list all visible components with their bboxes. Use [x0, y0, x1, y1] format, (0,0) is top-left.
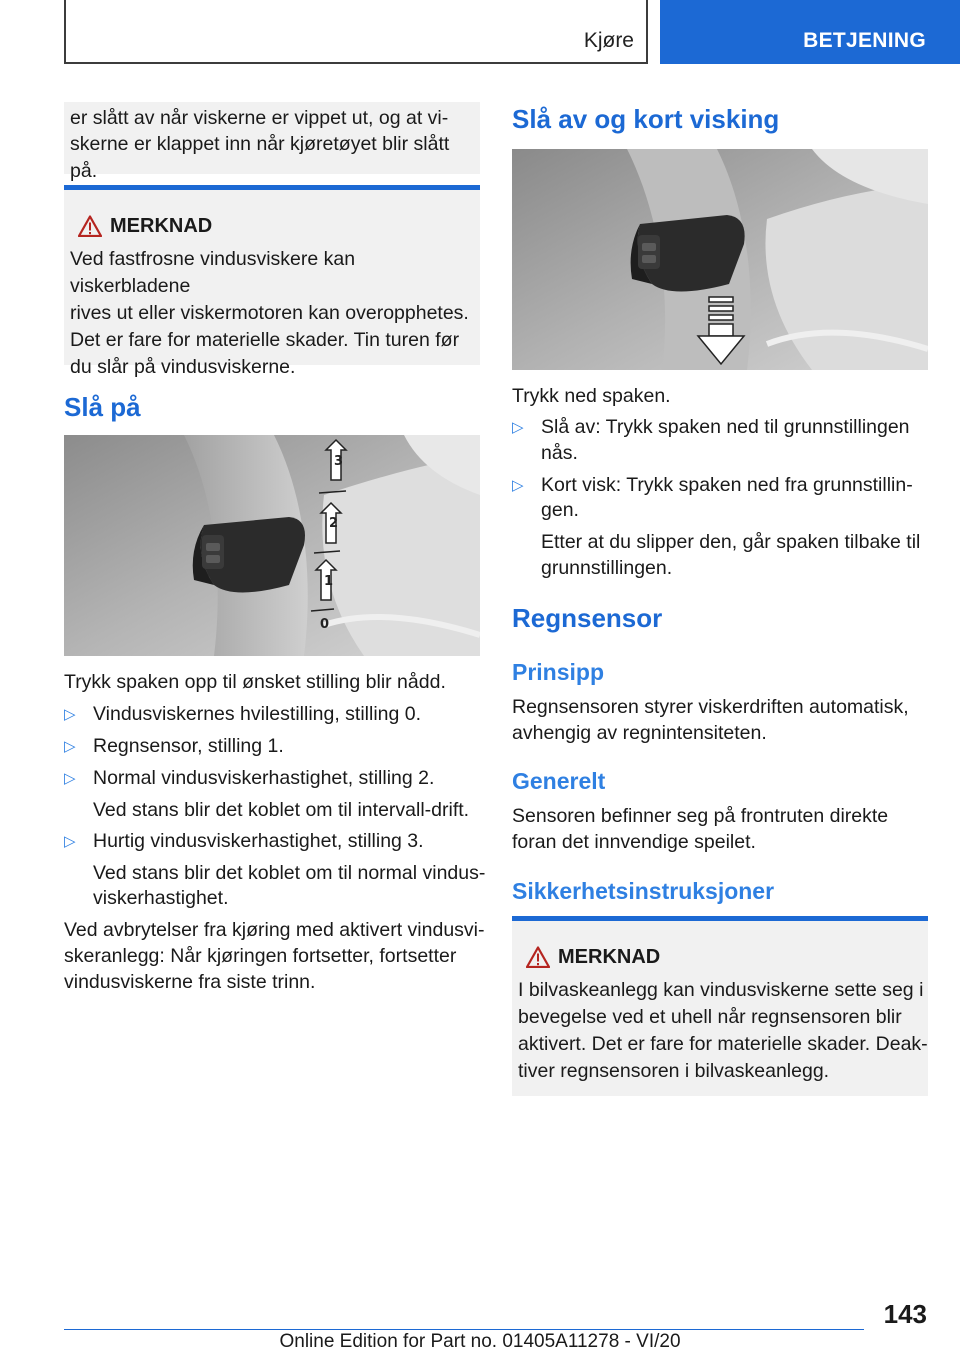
page-number: 143	[883, 1299, 927, 1329]
heading-sikkerhet: Sikkerhetsinstruksjoner	[512, 878, 775, 904]
list-item-subtext: grunnstillingen.	[541, 557, 673, 579]
list-item-subtext: Ved stans blir det koblet om til intervall-drift.	[93, 799, 470, 821]
bullet-triangle-icon: ▷	[64, 833, 76, 850]
intro-line-1: er slått av når viskerne er vippet ut, og at vi-	[70, 107, 449, 129]
figure-lever-up	[64, 435, 480, 656]
heading-sla-pa: Slå på	[64, 392, 141, 422]
figure-label-1: 1	[324, 574, 334, 589]
heading-generelt: Generelt	[512, 768, 606, 794]
footer-divider	[64, 1329, 864, 1330]
bullet-triangle-icon: ▷	[64, 738, 76, 755]
bullet-triangle-icon: ▷	[64, 706, 76, 723]
header-section-tab	[64, 0, 648, 64]
note-line: I bilvaskeanlegg kan vindusviskerne sette seg i	[518, 979, 924, 1001]
intro-box	[64, 102, 480, 182]
figure-label-3: 3	[334, 454, 344, 469]
warning-triangle-icon	[526, 946, 550, 968]
note-line: tiver regnsensoren i bilvaskeanlegg.	[518, 1060, 830, 1082]
paragraph-push-up: Trykk spaken opp til ønsket stilling blir nådd.	[64, 671, 446, 693]
note-body	[70, 246, 480, 381]
footer-edition: Online Edition for Part no. 01405A11278 - VI/20	[279, 1331, 681, 1352]
paragraph-generelt: Sensoren befinner seg på frontruten direkte	[512, 805, 889, 827]
list-item-continuation: gen.	[541, 499, 579, 521]
note-line: Det er fare for materielle skader. Tin turen før	[70, 329, 460, 351]
figure-lever-down	[512, 149, 928, 370]
paragraph-generelt: foran det innvendige speilet.	[512, 831, 756, 853]
list-item-continuation: nås.	[541, 442, 578, 464]
header-section-title: Kjøre	[583, 29, 634, 52]
list-item-subtext: viskerhastighet.	[93, 887, 229, 909]
paragraph-prinsipp: Regnsensoren styrer viskerdriften automatisk,	[512, 696, 909, 718]
note-title: MERKNAD	[558, 946, 661, 968]
paragraph-prinsipp: avhengig av regnintensiteten.	[512, 722, 767, 744]
note-line: rives ut eller viskermotoren kan overopphetes.	[70, 302, 469, 324]
paragraph-interrupt: Ved avbrytelser fra kjøring med aktivert vindusvi-	[64, 919, 485, 941]
heading-regnsensor: Regnsensor	[512, 603, 663, 633]
note-line: bevegelse ved et uhell når regnsensoren blir	[518, 1006, 902, 1028]
list-item-subtext: Ved stans blir det koblet om til normal vindus-	[93, 862, 486, 884]
figure-label-2: 2	[329, 516, 339, 531]
header-chapter-title: BETJENING	[803, 29, 926, 52]
paragraph-interrupt: skeranlegg: Når kjøringen fortsetter, fortsetter	[64, 945, 457, 967]
note-title: MERKNAD	[110, 215, 213, 237]
warning-note-1	[64, 185, 480, 378]
list-item-subtext: Etter at du slipper den, går spaken tilbake til	[541, 531, 921, 553]
heading-sla-av: Slå av og kort visking	[512, 104, 780, 134]
bullet-triangle-icon: ▷	[512, 477, 524, 494]
header-chapter-tab	[660, 0, 960, 64]
bullet-triangle-icon: ▷	[64, 770, 76, 787]
note-line: Ved fastfrosne vindusviskere kan viskerbladene	[70, 248, 356, 297]
figure-label-0: 0	[320, 617, 330, 632]
paragraph-push-down: Trykk ned spaken.	[512, 385, 671, 407]
bullet-triangle-icon: ▷	[512, 419, 524, 436]
warning-note-2	[512, 916, 928, 1096]
note-line: du slår på vindusviskerne.	[70, 356, 296, 378]
note-line: aktivert. Det er fare for materielle skader. Deak-	[518, 1033, 928, 1055]
heading-prinsipp: Prinsipp	[512, 659, 605, 685]
paragraph-interrupt: vindusviskerne fra siste trinn.	[64, 971, 316, 993]
warning-triangle-icon	[78, 215, 102, 237]
note-body	[518, 977, 928, 1085]
intro-line-2: skerne er klappet inn når kjøretøyet blir slått på.	[70, 133, 450, 182]
